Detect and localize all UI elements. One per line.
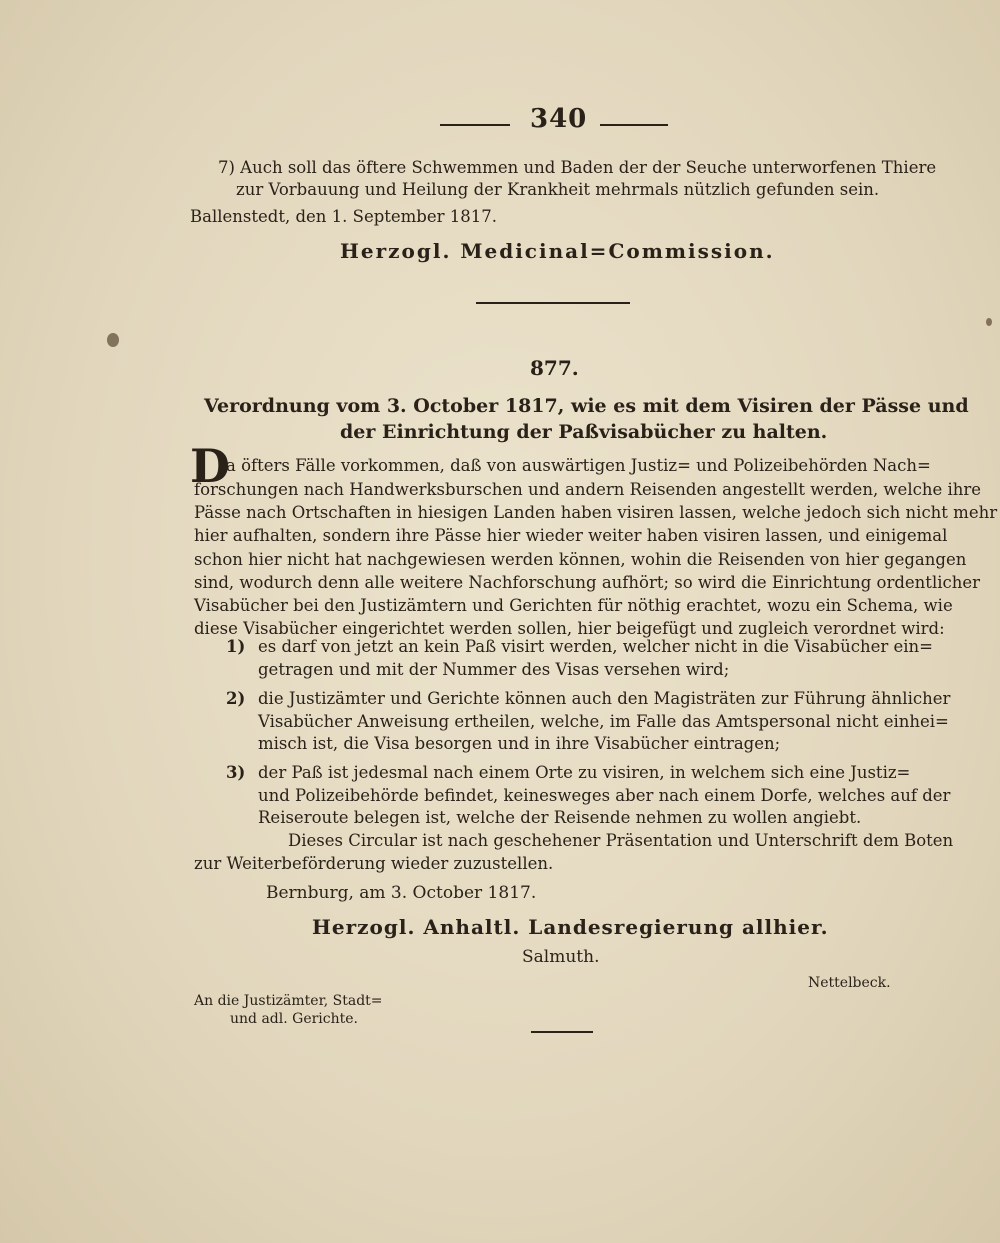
ordinance-title-line1: Verordnung vom 3. October 1817, wie es mit dem Visiren der Pässe und: [204, 395, 969, 417]
body-line: schon hier nicht hat nachgewiesen werden können, wohin die Reisenden von hier gegangen: [194, 549, 967, 569]
body-line: forschungen nach Handwerksburschen und andern Reisenden angestellt werden, welche ihre: [194, 480, 982, 499]
signer-salmuth: Salmuth.: [522, 947, 600, 967]
body-line: sind, wodurch denn alle weitere Nachforschung aufhört; so wird die Einrichtung ordentlicher: [194, 572, 981, 592]
point-number: 3): [226, 763, 246, 782]
header-rule-left: [440, 124, 510, 126]
header-rule-right: [600, 124, 668, 126]
point-line: der Paß ist jedesmal nach einem Orte zu visiren, in welchem sich eine Justiz=: [258, 763, 911, 782]
circular-line1: Dieses Circular ist nach geschehener Präsentation und Unterschrift dem Boten: [288, 831, 954, 850]
ordinance-number: 877.: [530, 356, 579, 380]
closing-rule: [531, 1031, 593, 1033]
point-line: Visabücher Anweisung ertheilen, welche, im Falle das Amtspersonal nicht einhei=: [258, 711, 949, 731]
point-line: getragen und mit der Nummer des Visas versehen wird;: [258, 659, 730, 679]
point-number: 1): [226, 637, 246, 656]
dropcap-letter: D: [190, 439, 230, 493]
place-date-bernburg: Bernburg, am 3. October 1817.: [266, 883, 537, 903]
body-line: hier aufhalten, sondern ihre Pässe hier wieder weiter haben visiren lassen, und einigemal: [194, 526, 948, 546]
address-line2: und adl. Gerichte.: [230, 1011, 358, 1027]
point-line: es darf von jetzt an kein Paß visirt werden, welcher nicht in die Visabücher ein=: [258, 637, 933, 656]
item7-line1: 7) Auch soll das öftere Schwemmen und Baden der der Seuche unterworfenen Thiere: [218, 158, 937, 177]
body-line: Pässe nach Ortschaften in hiesigen Landen haben visiren lassen, welche jedoch sich nicht mehr: [194, 503, 998, 523]
body-line: Visabücher bei den Justizämtern und Gerichten für nöthig erachtet, wozu ein Schema, wie: [194, 596, 953, 615]
signer-nettelbeck: Nettelbeck.: [808, 975, 891, 991]
item7-line2: zur Vorbauung und Heilung der Krankheit mehrmals nützlich gefunden sein.: [236, 180, 880, 199]
point-line: und Polizeibehörde befindet, keinesweges aber nach einem Dorfe, welches auf der: [258, 785, 951, 805]
signature-medicinal-commission: Herzogl. Medicinal=Commission.: [340, 239, 775, 263]
point-line: die Justizämter und Gerichte können auch den Magisträten zur Führung ähnlicher: [258, 689, 951, 708]
address-line1: An die Justizämter, Stadt=: [194, 993, 383, 1009]
signature-landesregierung: Herzogl. Anhaltl. Landesregierung allhier.: [312, 915, 829, 939]
body-line: diese Visabücher eingerichtet werden sollen, hier beigefügt und zugleich verordnet wird:: [194, 619, 945, 639]
place-date-ballenstedt: Ballenstedt, den 1. September 1817.: [190, 207, 498, 226]
ink-blot: [986, 318, 992, 326]
point-number: 2): [226, 689, 246, 708]
circular-line2: zur Weiterbeförderung wieder zuzustellen.: [194, 854, 554, 873]
page-number: 340: [530, 104, 588, 134]
body-line-1: a öfters Fälle vorkommen, daß von auswärtigen Justiz= und Polizeibehörden Nach=: [226, 456, 931, 475]
point-line: Reiseroute belegen ist, welche der Reisende nehmen zu wollen angiebt.: [258, 808, 862, 827]
section-divider: [476, 302, 630, 304]
point-line: misch ist, die Visa besorgen und in ihre Visabücher eintragen;: [258, 734, 781, 753]
ordinance-title-line2: der Einrichtung der Paßvisabücher zu halten.: [340, 421, 828, 443]
ink-blot: [107, 333, 119, 347]
